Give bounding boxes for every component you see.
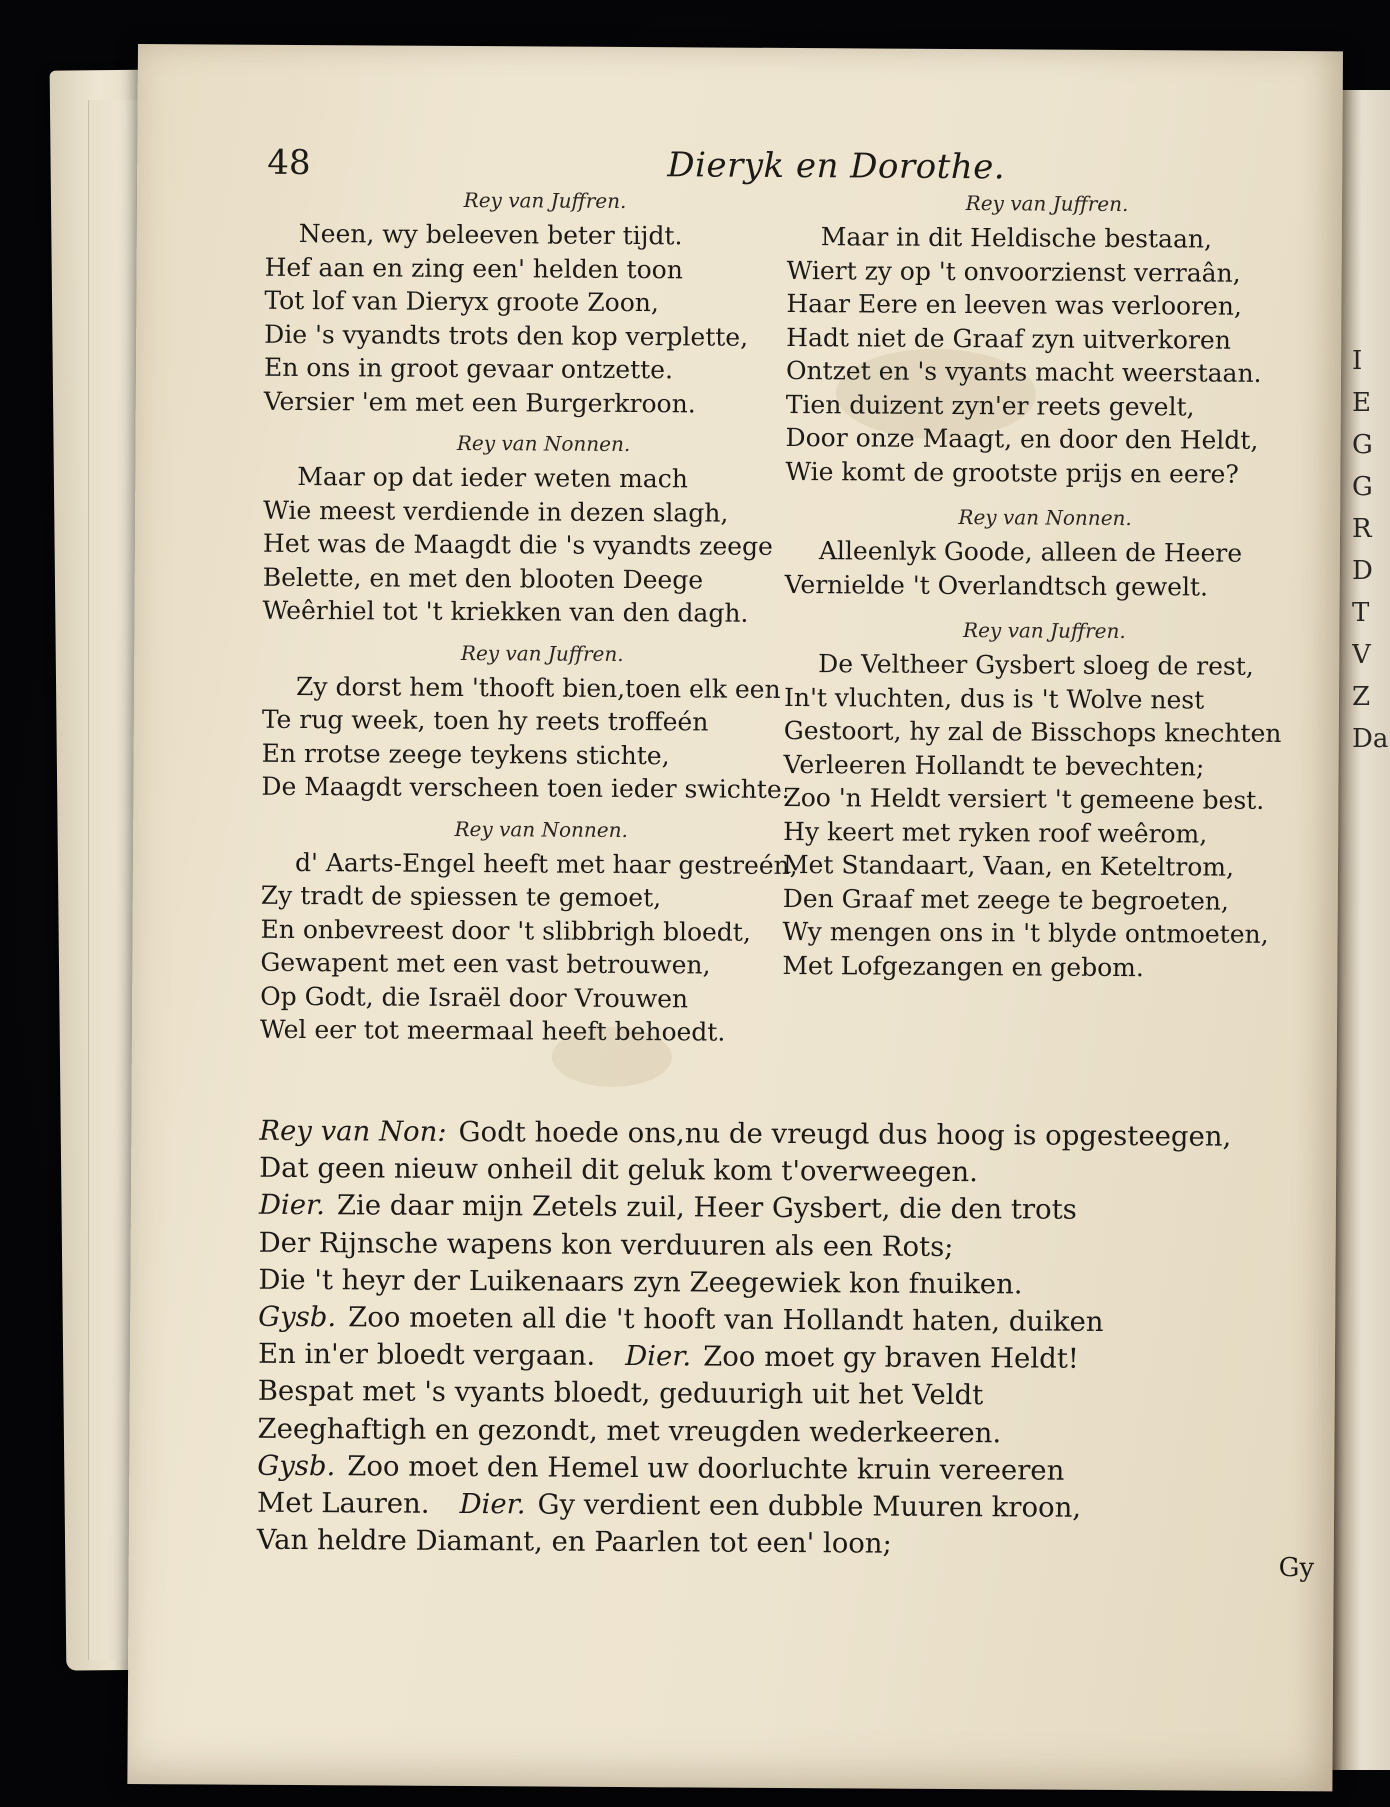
dialogue-speaker: Gysb. (257, 1449, 336, 1483)
verse-line: Den Graaf met zeege te begroeten, (782, 883, 1229, 916)
verse-line: Haar Eere en leeven was verlooren, (786, 288, 1242, 321)
dialogue-speaker: Gysb. (258, 1300, 337, 1334)
dialogue-text: En in'er bloedt vergaan. (257, 1337, 596, 1373)
dialogue-inline-speaker: Dier. (625, 1340, 692, 1373)
dialogue-text: Zie daar mijn Zetels zuil, Heer Gysbert, die den trots (336, 1189, 1077, 1227)
book-page (127, 44, 1343, 1791)
verse-line: Zy tradt de spiessen te gemoet, (260, 880, 662, 913)
verse-line: Neen, wy beleeven beter tijdt. (298, 218, 683, 251)
verse-line: Tien duizent zyn'er reets gevelt, (785, 389, 1195, 421)
verse-line: Te rug week, toen hy reets troffeén (261, 704, 709, 737)
stanza-speaker: Rey van Nonnen. (958, 505, 1132, 531)
verse-line: Belette, en met den blooten Deege (262, 562, 704, 594)
dialogue-text: Zoo moeten all die 't hooft van Hollandt haten, duiken (348, 1301, 1104, 1338)
verse-line: Hadt niet de Graaf zyn uitverkoren (786, 322, 1231, 355)
verse-line: Gewapent met een vast betrouwen, (260, 947, 711, 980)
dialogue-line (259, 1224, 1279, 1267)
stanza (785, 502, 1306, 604)
verse-line: Zoo 'n Heldt versiert 't gemeene best. (783, 782, 1265, 815)
dialogue-text: Zoo moet den Hemel uw doorluchte kruin vereeren (347, 1450, 1065, 1487)
verse-line: De Maagdt verscheen toen ieder swichte. (261, 771, 790, 804)
dialogue-line (257, 1522, 1277, 1565)
verse-line: Wel eer tot meermaal heeft behoedt. (259, 1014, 726, 1047)
dialogue-line (257, 1410, 1277, 1453)
dialogue-text: Van heldre Diamant, en Paarlen tot een' loon; (256, 1523, 892, 1560)
dialogue-inline-text: Zoo moet gy braven Heldt! (703, 1340, 1079, 1375)
dialogue-line (259, 1187, 1279, 1230)
catchword: Gy (1278, 1552, 1315, 1584)
dialogue-speaker: Dier. (258, 1189, 325, 1222)
stanza-speaker: Rey van Juffren. (460, 640, 624, 666)
dialogue-line (259, 1150, 1279, 1193)
next-page-text-fragments (1352, 340, 1390, 860)
dialogue-inline-text: Gy verdient een dubble Muuren kroon, (537, 1488, 1082, 1524)
verse-line: Met Lofgezangen en gebom. (782, 950, 1144, 982)
stanza (264, 185, 825, 421)
verse-line: Door onze Maagt, en door den Heldt, (785, 422, 1259, 455)
next-page-fragment: Da (1352, 724, 1389, 754)
stanza-speaker: Rey van Juffren. (963, 618, 1126, 644)
dialogue-speaker: Rey van Non: (259, 1114, 447, 1148)
dialogue-text: Met Lauren. (256, 1486, 430, 1520)
dialogue-line (257, 1485, 1277, 1528)
verse-line: Met Standaart, Vaan, en Keteltrom, (782, 849, 1235, 882)
dialogue-text: Dat geen nieuw onheil dit geluk kom t'overweegen. (259, 1151, 978, 1189)
verse-line: Maar op dat ieder weten mach (297, 461, 688, 494)
stanza-speaker: Rey van Juffren. (965, 191, 1129, 217)
dialogue-text: Die 't heyr der Luikenaars zyn Zeegewiek kon fnuiken. (258, 1263, 1023, 1301)
stanza-speaker: Rey van Juffren. (463, 187, 627, 213)
verse-line: Wy mengen ons in 't blyde ontmoeten, (782, 916, 1269, 949)
verse-line: En onbevreest door 't slibbrigh bloedt, (260, 914, 751, 947)
verse-line: Wiert zy op 't onvoorzienst verraân, (786, 255, 1241, 288)
next-page-fragment: V (1352, 640, 1371, 670)
verse-line: Hef aan en zing een' helden toon (264, 252, 683, 284)
dialogue-line (258, 1262, 1278, 1305)
dialogue-line (259, 1113, 1279, 1156)
next-page-fragment: E (1352, 388, 1371, 418)
verse-line: Gestoort, hy zal de Bisschops knechten (783, 715, 1282, 748)
dialogue-inline-speaker: Dier. (459, 1488, 526, 1521)
dialogue-line (258, 1336, 1278, 1379)
verse-line: Ontzet en 's vyants macht weerstaan. (785, 355, 1262, 388)
dialogue-text: Godt hoede ons,nu de vreugd dus hoog is opgesteegen, (458, 1115, 1232, 1153)
next-page-fragment: Z (1352, 682, 1371, 712)
dialogue-block (257, 1113, 1280, 1566)
page-number: 48 (267, 142, 311, 184)
verse-line: Versier 'em met een Burgerkroon. (263, 386, 696, 418)
dialogue-line (258, 1373, 1278, 1416)
dialogue-text: Bespat met 's vyants bloedt, geduurigh uit het Veldt (257, 1375, 984, 1412)
stanza-speaker: Rey van Nonnen. (454, 816, 628, 842)
verse-line: Weêrhiel tot 't kriekken van den dagh. (262, 595, 749, 628)
stanza (260, 813, 821, 1049)
right-verse-column (782, 188, 1307, 985)
verse-line: Verleeren Hollandt te bevechten; (783, 749, 1205, 782)
stanza-speaker: Rey van Nonnen. (456, 430, 631, 457)
verse-line: Het was de Maagdt die 's vyandts zeege (262, 528, 773, 561)
verse-line: Alleenlyk Goode, alleen de Heere (818, 536, 1243, 568)
verse-line: Die 's vyandts trots den kop verplette, (264, 319, 749, 352)
running-title: Dieryk en Dorothe. (667, 145, 1006, 188)
dialogue-line (257, 1448, 1277, 1491)
left-verse-column (260, 185, 825, 1050)
verse-line: Hy keert met ryken roof weêrom, (783, 816, 1208, 849)
verse-line: En rrotse zeege teykens stichte, (261, 738, 670, 770)
verse-line: De Veltheer Gysbert sloeg de rest, (818, 649, 1254, 681)
next-page-fragment: D (1352, 556, 1373, 586)
verse-line: Maar in dit Heldische bestaan, (820, 222, 1213, 254)
verse-line: Tot lof van Dieryx groote Zoon, (264, 285, 659, 318)
verse-line: Zy dorst hem 'thooft bien,toen elk een (295, 671, 781, 704)
dialogue-text: Zeeghaftigh en gezondt, met vreugden wederkeeren. (257, 1412, 1002, 1449)
verse-line: Wie meest verdiende in dezen slagh, (263, 495, 729, 528)
next-page-fragment: R (1352, 514, 1372, 544)
next-page-fragment: G (1352, 430, 1373, 460)
dialogue-line (258, 1299, 1278, 1342)
next-page-fragment: T (1352, 598, 1370, 628)
next-page-fragment: G (1352, 472, 1373, 502)
verse-line: In't vluchten, dus is 't Wolve nest (783, 682, 1205, 715)
verse-line: Op Godt, die Israël door Vrouwen (260, 981, 689, 1013)
stanza (261, 637, 822, 806)
dialogue-text: Der Rijnsche wapens kon verduuren als een Rots; (258, 1226, 954, 1263)
stanza (782, 615, 1304, 985)
stanza (785, 188, 1307, 491)
stanza (262, 428, 823, 631)
next-page-fragment: I (1352, 346, 1363, 376)
verse-line: d' Aarts-Engel heeft met haar gestreén, (294, 847, 798, 880)
verse-line: En ons in groot gevaar ontzette. (263, 352, 674, 385)
verse-line: Wie komt de grootste prijs en eere? (785, 456, 1239, 489)
verse-line: Vernielde 't Overlandtsch gewelt. (784, 569, 1209, 602)
